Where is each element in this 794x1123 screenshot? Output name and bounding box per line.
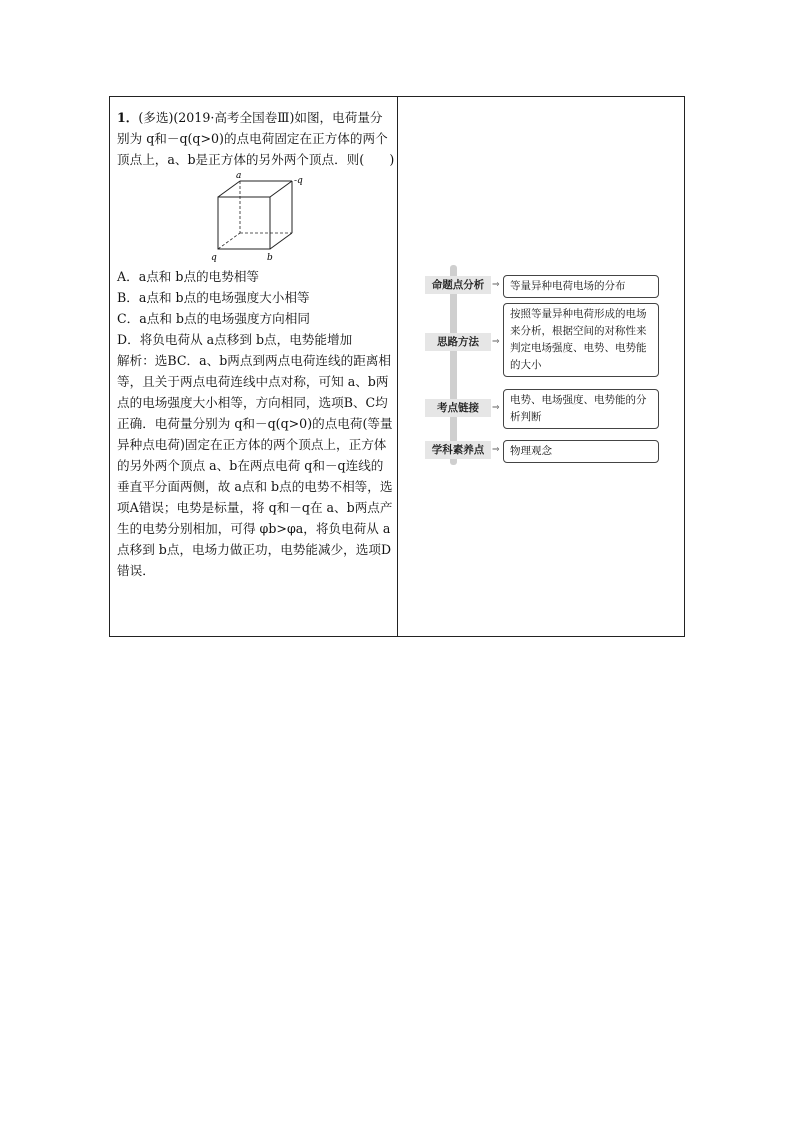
option-c: C．a点和 b点的电场强度方向相同 xyxy=(117,311,310,326)
question-number: 1． xyxy=(117,110,139,125)
summary-content-link: 电势、电场强度、电势能的分析判断 xyxy=(503,389,659,429)
summary-label-link: 考点链接 xyxy=(425,399,491,417)
question-stem: (多选)(2019·高考全国卷Ⅲ)如图，电荷量分别为 q和－q(q>0)的点电荷固定在正方体的两个顶点上，a、b是正方体的另外两个顶点．则( ) xyxy=(117,110,395,167)
arrow-icon: ⇒ xyxy=(492,403,500,413)
question-table xyxy=(109,96,685,637)
arrow-icon: ⇒ xyxy=(492,280,500,290)
option-a: A．a点和 b点的电势相等 xyxy=(117,269,260,284)
question-cell xyxy=(117,107,395,581)
summary-cell xyxy=(398,97,685,636)
arrow-icon: ⇒ xyxy=(492,445,500,455)
summary-label-proposition: 命题点分析 xyxy=(425,276,491,294)
arrow-icon: ⇒ xyxy=(492,337,500,347)
option-b: B．a点和 b点的电场强度大小相等 xyxy=(117,290,310,305)
summary-content-literacy: 物理观念 xyxy=(503,440,659,463)
summary-content-proposition: 等量异种电荷电场的分布 xyxy=(503,275,659,298)
label-q: q xyxy=(211,253,217,263)
label-a: a xyxy=(236,172,242,181)
summary-label-method: 思路方法 xyxy=(425,333,491,351)
question-stem-line xyxy=(117,107,395,170)
label-b: b xyxy=(267,253,273,263)
summary-label-literacy: 学科素养点 xyxy=(425,441,491,459)
summary-content-method: 按照等量异种电荷形成的电场来分析，根据空间的对称性来判定电场强度、电势、电势能的大小 xyxy=(503,303,659,377)
label-neg-q: -q xyxy=(294,176,303,186)
option-d: D．将负电荷从 a点移到 b点，电势能增加 xyxy=(117,332,353,347)
cube-figure xyxy=(203,172,303,264)
summary-spine xyxy=(450,265,457,465)
analysis-text: 解析：选BC．a、b两点到两点电荷连线的距离相等，且关于两点电荷连线中点对称，可知 a、b两点的电场强度大小相等，方向相同，选项B、C均正确．电荷量分别为 q和－q(q>0)的点电荷(等量异种点电荷)固定在正方体的两个顶点上，正方体的另外两个顶点 a、b在两点电荷 q和－q连线的垂直平分面两侧，故 a点和 b点的电势不相等，选项A错误；电势是标量，将 q和－q在 a、b两点产生的电势分别相加，可得 φb>φa，将负电荷从 a点移到 b点，电场力做正功，电势能减少，选项D错误． xyxy=(117,353,393,578)
